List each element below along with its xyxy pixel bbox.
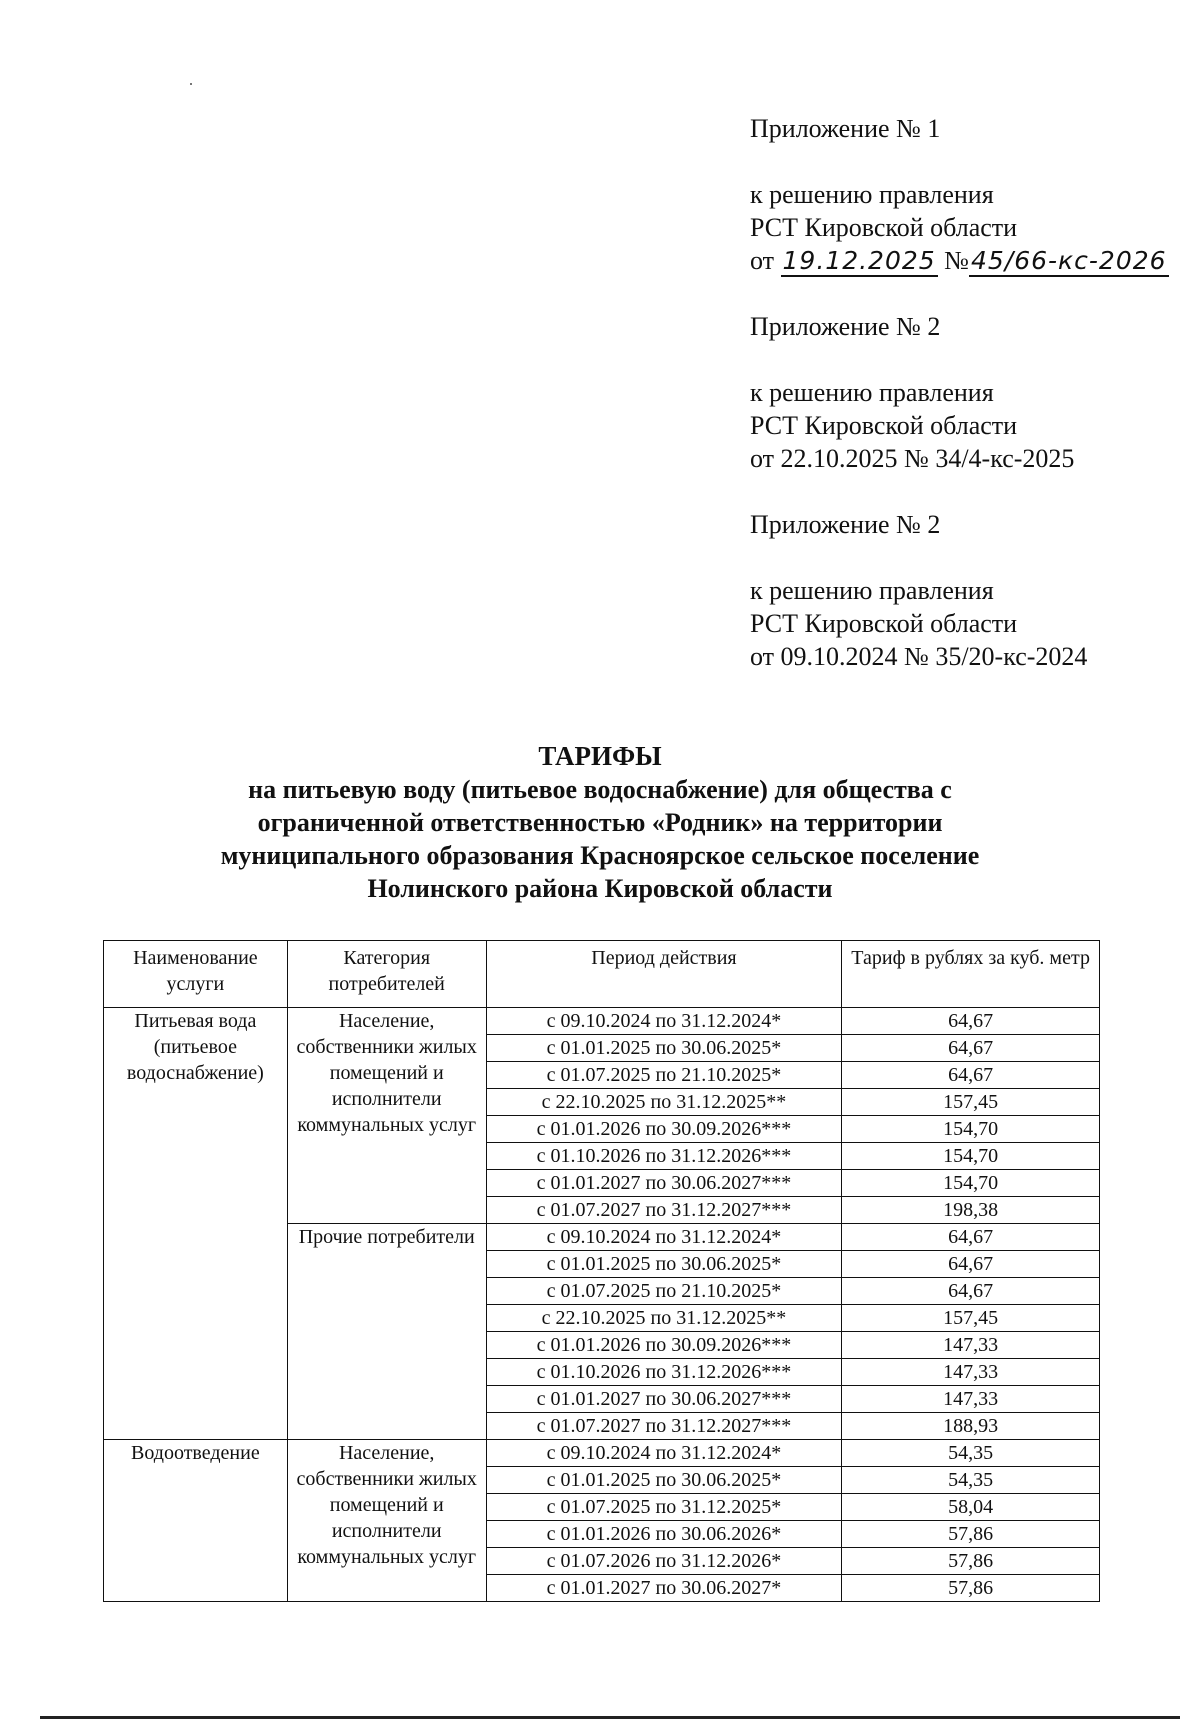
period-cell: с 01.10.2026 по 31.12.2026***	[486, 1359, 842, 1386]
annex-1-decision-ref	[750, 244, 1170, 277]
tariff-cell: 64,67	[842, 1224, 1100, 1251]
annex-2	[750, 310, 1170, 475]
tariff-cell: 54,35	[842, 1467, 1100, 1494]
period-cell: с 01.07.2027 по 31.12.2027***	[486, 1197, 842, 1224]
annex-2-line1: к решению правления	[750, 378, 994, 407]
annex-3-line2: РСТ Кировской области	[750, 609, 1018, 638]
tariff-cell: 154,70	[842, 1116, 1100, 1143]
annex-1-line1: к решению правления	[750, 180, 994, 209]
tariff-cell: 64,67	[842, 1008, 1100, 1035]
tariff-cell: 157,45	[842, 1089, 1100, 1116]
period-cell: с 09.10.2024 по 31.12.2024*	[486, 1224, 842, 1251]
tariffs-table	[103, 940, 1100, 1602]
period-cell: с 01.01.2025 по 30.06.2025*	[486, 1467, 842, 1494]
annex-1-heading: Приложение № 1	[750, 114, 941, 143]
annex-3-line1: к решению правления	[750, 576, 994, 605]
title-line-1: на питьевую воду (питьевое водоснабжение) для общества с	[248, 775, 952, 804]
title-line-4: Нолинского района Кировской области	[367, 874, 833, 903]
title-line-2: ограниченной ответственностью «Родник» на территории	[257, 808, 943, 837]
period-cell: с 01.01.2025 по 30.06.2025*	[486, 1035, 842, 1062]
title-line-3: муниципального образования Красноярское сельское поселение	[220, 841, 980, 870]
period-cell: с 01.01.2027 по 30.06.2027***	[486, 1170, 842, 1197]
period-cell: с 09.10.2024 по 31.12.2024*	[486, 1008, 842, 1035]
annex-3-line3: от 09.10.2024 № 35/20-кс-2024	[750, 642, 1088, 671]
annex-1	[750, 112, 1170, 277]
table-row	[104, 1440, 1100, 1467]
period-cell: с 01.01.2026 по 30.09.2026***	[486, 1116, 842, 1143]
tariff-cell: 157,45	[842, 1305, 1100, 1332]
tariff-cell: 64,67	[842, 1035, 1100, 1062]
category-cell: Население, собственники жилых помещений и исполнители коммунальных услуг	[287, 1008, 486, 1224]
annex-1-from-prefix: от	[750, 246, 781, 275]
table-body	[104, 1008, 1100, 1602]
period-cell: с 01.07.2025 по 21.10.2025*	[486, 1062, 842, 1089]
tariff-cell: 64,67	[842, 1251, 1100, 1278]
tariff-cell: 57,86	[842, 1548, 1100, 1575]
tariff-cell: 147,33	[842, 1386, 1100, 1413]
tariff-cell: 64,67	[842, 1278, 1100, 1305]
period-cell: с 22.10.2025 по 31.12.2025**	[486, 1305, 842, 1332]
annex-1-handwritten-number: 45/66-кс-2026	[970, 246, 1167, 275]
tariff-cell: 58,04	[842, 1494, 1100, 1521]
scan-speck	[190, 83, 192, 85]
category-cell: Прочие потребители	[287, 1224, 486, 1440]
tariff-cell: 147,33	[842, 1359, 1100, 1386]
tariff-cell: 54,35	[842, 1440, 1100, 1467]
tariff-cell: 188,93	[842, 1413, 1100, 1440]
table-row	[104, 1008, 1100, 1035]
tariff-cell: 57,86	[842, 1521, 1100, 1548]
period-cell: с 01.07.2026 по 31.12.2026*	[486, 1548, 842, 1575]
annex-1-handwritten-date: 19.12.2025	[782, 246, 936, 275]
title-main: ТАРИФЫ	[538, 741, 662, 771]
period-cell: с 09.10.2024 по 31.12.2024*	[486, 1440, 842, 1467]
period-cell: с 22.10.2025 по 31.12.2025**	[486, 1089, 842, 1116]
service-cell: Водоотведение	[104, 1440, 288, 1602]
annex-1-line2: РСТ Кировской области	[750, 213, 1018, 242]
header-period: Период действия	[486, 941, 842, 1008]
period-cell: с 01.01.2025 по 30.06.2025*	[486, 1251, 842, 1278]
service-cell: Питьевая вода (питьевое водоснабжение)	[104, 1008, 288, 1440]
period-cell: с 01.01.2026 по 30.06.2026*	[486, 1521, 842, 1548]
annex-2-heading: Приложение № 2	[750, 312, 941, 341]
period-cell: с 01.07.2027 по 31.12.2027***	[486, 1413, 842, 1440]
period-cell: с 01.01.2027 по 30.06.2027***	[486, 1386, 842, 1413]
tariff-cell: 198,38	[842, 1197, 1100, 1224]
table-header-row	[104, 941, 1100, 1008]
header-service: Наименование услуги	[104, 941, 288, 1008]
period-cell: с 01.10.2026 по 31.12.2026***	[486, 1143, 842, 1170]
annex-3-heading: Приложение № 2	[750, 510, 941, 539]
header-category: Категория потребителей	[287, 941, 486, 1008]
period-cell: с 01.01.2027 по 30.06.2027*	[486, 1575, 842, 1602]
annex-1-number-sign: №	[937, 246, 969, 275]
period-cell: с 01.01.2026 по 30.09.2026***	[486, 1332, 842, 1359]
tariff-cell: 57,86	[842, 1575, 1100, 1602]
period-cell: с 01.07.2025 по 21.10.2025*	[486, 1278, 842, 1305]
period-cell: с 01.07.2025 по 31.12.2025*	[486, 1494, 842, 1521]
header-tariff: Тариф в рублях за куб. метр	[842, 941, 1100, 1008]
annex-3	[750, 508, 1170, 673]
annex-2-line3: от 22.10.2025 № 34/4-кс-2025	[750, 444, 1075, 473]
annex-2-line2: РСТ Кировской области	[750, 411, 1018, 440]
tariff-cell: 154,70	[842, 1143, 1100, 1170]
tariff-cell: 154,70	[842, 1170, 1100, 1197]
scan-edge-line	[40, 1716, 1180, 1719]
tariff-cell: 147,33	[842, 1332, 1100, 1359]
document-title	[60, 740, 1140, 905]
tariff-cell: 64,67	[842, 1062, 1100, 1089]
category-cell: Население, собственники жилых помещений и исполнители коммунальных услуг	[287, 1440, 486, 1602]
